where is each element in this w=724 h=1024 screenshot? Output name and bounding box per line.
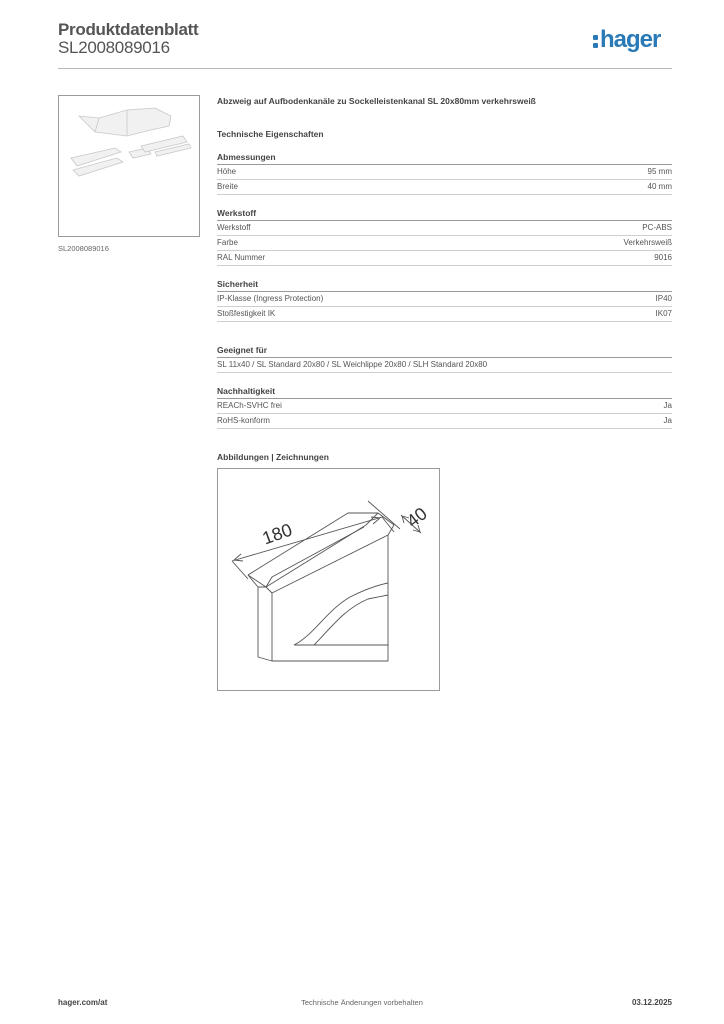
spec-label: IP-Klasse (Ingress Protection)	[217, 294, 324, 303]
doc-title: Produktdatenblatt	[58, 20, 199, 39]
spec-value: PC-ABS	[642, 223, 672, 232]
product-thumbnail	[58, 95, 200, 237]
footer-date: 03.12.2025	[631, 998, 672, 1007]
article-number: SL2008089016	[58, 38, 170, 57]
spec-label: Stoßfestigkeit IK	[217, 309, 276, 318]
spec-label: Breite	[217, 182, 238, 191]
spec-row	[217, 414, 672, 429]
product-name: Abzweig auf Aufbodenkanäle zu Sockelleistenkanal SL 20x80mm verkehrsweiß	[217, 96, 536, 106]
section-title-safety: Sicherheit	[217, 278, 672, 292]
header-divider	[58, 68, 672, 69]
spec-label: RoHS-konform	[217, 416, 270, 425]
spec-row	[217, 307, 672, 322]
spec-value: Ja	[663, 401, 672, 410]
spec-value: Verkehrsweiß	[623, 238, 672, 247]
section-title-suitable: Geeignet für	[217, 344, 672, 358]
spec-value: Ja	[663, 416, 672, 425]
spec-row	[217, 251, 672, 266]
section-title-dimensions: Abmessungen	[217, 151, 672, 165]
logo-text: hager	[600, 26, 661, 53]
spec-value: 40 mm	[647, 182, 672, 191]
drawings-heading: Abbildungen | Zeichnungen	[217, 452, 329, 462]
thumbnail-caption: SL2008089016	[58, 244, 109, 253]
spec-label: REACh-SVHC frei	[217, 401, 282, 410]
spec-label: RAL Nummer	[217, 253, 266, 262]
technical-drawing	[217, 468, 440, 691]
footer-website-link[interactable]: hager.com/at	[58, 998, 108, 1007]
spec-row	[217, 236, 672, 251]
tech-properties-heading: Technische Eigenschaften	[217, 129, 324, 139]
spec-row	[217, 221, 672, 236]
dimension-width-label: 40	[402, 503, 431, 532]
spec-value: IP40	[655, 294, 672, 303]
spec-row	[217, 292, 672, 307]
spec-row	[217, 399, 672, 414]
section-title-material: Werkstoff	[217, 207, 672, 221]
logo-mark-icon	[593, 31, 599, 49]
spec-label: Werkstoff	[217, 223, 251, 232]
spec-value: IK07	[655, 309, 672, 318]
spec-row	[217, 165, 672, 180]
footer-disclaimer: Technische Änderungen vorbehalten	[301, 998, 423, 1007]
suitable-for-text: SL 11x40 / SL Standard 20x80 / SL Weichlippe 20x80 / SLH Standard 20x80	[217, 358, 672, 373]
hager-logo	[593, 28, 660, 52]
spec-content	[217, 95, 672, 463]
spec-label: Höhe	[217, 167, 237, 176]
spec-value: 95 mm	[647, 167, 672, 176]
spec-row	[217, 180, 672, 195]
dimension-length-label: 180	[259, 519, 295, 549]
section-title-sustainability: Nachhaltigkeit	[217, 385, 672, 399]
spec-value: 9016	[654, 253, 672, 262]
spec-label: Farbe	[217, 238, 238, 247]
